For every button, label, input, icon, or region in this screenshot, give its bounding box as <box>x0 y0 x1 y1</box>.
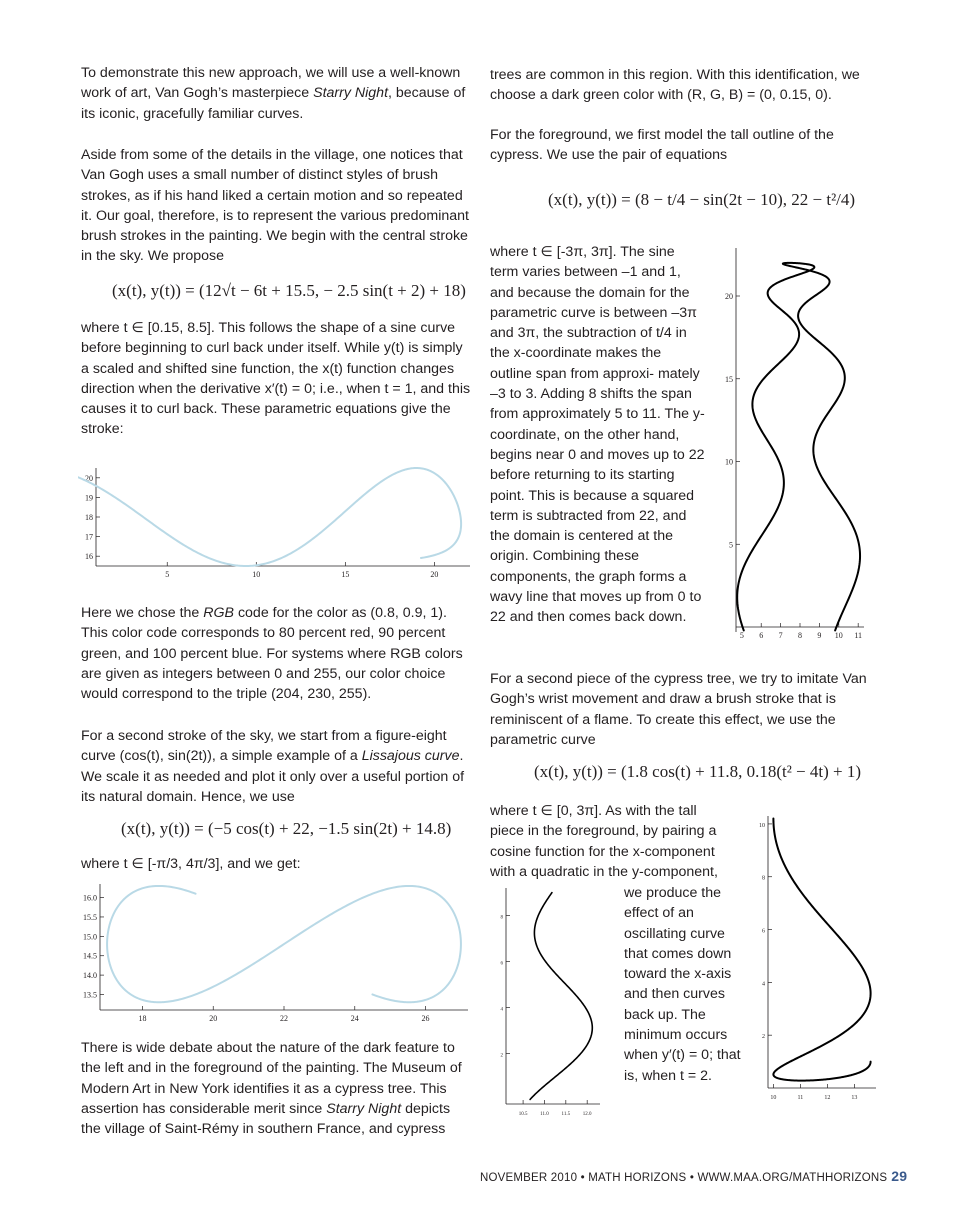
page-footer <box>480 1168 908 1184</box>
flame-rotated-curve <box>530 893 592 1100</box>
x-tick-label: 7 <box>778 631 783 641</box>
y-tick-label: 15.0 <box>83 932 97 942</box>
x-tick-label: 10 <box>770 1095 777 1101</box>
x-tick-label: 15 <box>341 570 350 579</box>
paragraph-foreground: For the foreground, we first model the tall outline of the cypress. We use the pair of equations <box>490 127 834 164</box>
x-tick-label: 11.5 <box>561 1112 571 1116</box>
paragraph-flame-domain: where t ∈ [0, 3π]. As with the tall piece in the foreground, by pairing a cosine function for the x-component with a quadratic in the y-component, <box>490 803 718 880</box>
x-tick-label: 11.0 <box>540 1112 549 1116</box>
x-tick-label: 24 <box>350 1014 359 1023</box>
y-tick-label: 10 <box>725 457 733 467</box>
x-tick-label: 20 <box>209 1014 218 1023</box>
y-tick-label: 18 <box>85 513 93 522</box>
y-tick-label: 20 <box>85 473 93 483</box>
footer-text: NOVEMBER 2010 • MATH HORIZONS • WWW.MAA.ORG/MATHHORIZONS <box>480 1172 888 1184</box>
x-tick-label: 8 <box>798 631 802 641</box>
chart-flame <box>750 812 880 1102</box>
y-tick-label: 6 <box>762 928 765 935</box>
x-tick-label: 11 <box>854 631 863 641</box>
equation-sky-stroke-2: (x(t), y(t)) = (−5 cos(t) + 22, −1.5 sin(2t) + 14.8) <box>121 819 452 838</box>
y-tick-label: 20 <box>725 292 733 301</box>
x-tick-label: 12 <box>824 1095 831 1101</box>
page-number: 29 <box>891 1168 908 1184</box>
y-tick-label: 15 <box>725 374 733 384</box>
x-tick-label: 6 <box>759 631 764 641</box>
equation-cypress-outline: (x(t), y(t)) = (8 − t/4 − sin(2t − 10), 22 − t²/4) <box>548 190 856 209</box>
paragraph-domain: where t ∈ [-π/3, 4π/3], and we get: <box>81 856 301 872</box>
chart-sky-stroke-1 <box>78 462 478 592</box>
y-tick-label: 8 <box>500 915 503 921</box>
paragraph-flame-minimum: we produce the effect of an oscillating curve that comes down toward the x-axis and then curves back up. The minimum occurs when y′(t) = 0; that is, when t = 2. <box>624 885 741 1084</box>
paragraph-flame: For a second piece of the cypress tree, we try to imitate Van Gogh’s wrist movement and draw a brush stroke that is reminiscent of a flame. To create this effect, we use the parametric curve <box>490 671 867 748</box>
y-tick-label: 15.5 <box>83 912 97 922</box>
y-tick-label: 4 <box>500 1007 503 1013</box>
sky-stroke-2-curve <box>107 886 461 1002</box>
paragraph-cypress-explanation: where t ∈ [-3π, 3π]. The sine term varies between –1 and 1, and because the domain for the parametric curve is between –3π and 3π, the subtraction of t/4 in the x-coordinate makes the outline span from approxi- mately –3 to 3. Adding 8 shifts the span from approximately 5 to 11. The y-coordinate, on the other hand, begins near 0 and moves up to 22 before returning to its starting point. This is because a squared term is subtracted from 22, and the domain is centered at the origin. Combining these components, the graph forms a wavy line that moves up from 0 to 22 and then comes back down. <box>490 244 705 626</box>
y-tick-label: 17 <box>85 532 93 542</box>
equation-sky-stroke-1: (x(t), y(t)) = (12√t − 6t + 15.5, − 2.5 sin(t + 2) + 18) <box>112 281 466 300</box>
chart-sky-stroke-2 <box>76 880 476 1025</box>
x-tick-label: 11 <box>797 1095 804 1101</box>
paragraph-brush-strokes: Aside from some of the details in the village, one notices that Van Gogh uses a small number of distinct styles of brush strokes, as if his hand liked a certain motion and so repeated it. Our goal, therefore, is to represent the various predominant brush strokes in the painting. We begin with the central stroke in the sky. We propose <box>81 147 469 265</box>
y-tick-label: 16 <box>85 552 93 562</box>
x-tick-label: 5 <box>739 631 744 641</box>
x-tick-label: 12.0 <box>582 1112 592 1116</box>
paragraph-intro: To demonstrate this new approach, we will use a well-known work of art, Van Gogh’s masterpiece Starry Night, because of its iconic, gracefully familiar curves. <box>81 65 466 122</box>
y-tick-label: 14.0 <box>83 971 97 981</box>
x-tick-label: 5 <box>165 570 170 579</box>
x-tick-label: 13 <box>851 1095 858 1101</box>
x-tick-label: 9 <box>817 631 822 641</box>
x-tick-label: 10.5 <box>518 1112 528 1116</box>
chart-cypress-outline <box>712 244 872 644</box>
y-tick-label: 6 <box>500 961 503 967</box>
y-tick-label: 14.5 <box>83 951 97 961</box>
paragraph-sine-curve: where t ∈ [0.15, 8.5]. This follows the shape of a sine curve before beginning to curl back under itself. While y(t) is simply a scaled and shifted sine function, the x(t) function changes direction when the derivative x′(t) = 0; i.e., when t = 1, and this causes it to curl back. These parametric equations give the stroke: <box>81 320 471 438</box>
equation-flame: (x(t), y(t)) = (1.8 cos(t) + 11.8, 0.18(t² − 4t) + 1) <box>534 762 862 781</box>
y-tick-label: 10 <box>759 822 765 829</box>
y-tick-label: 19 <box>85 493 93 503</box>
x-tick-label: 18 <box>138 1014 147 1023</box>
paragraph-rgb: Here we chose the RGB code for the color as (0.8, 0.9, 1). This color code corresponds to 80 percent red, 90 percent green, and 100 percent blue. For systems where RGB colors are given as integers between 0 and 255, our color choice would correspond to the triple (204, 230, 255). <box>81 605 463 703</box>
chart-flame-rotated <box>494 884 606 1116</box>
x-tick-label: 20 <box>430 570 439 579</box>
x-tick-label: 22 <box>280 1014 288 1023</box>
x-tick-label: 10 <box>834 631 843 641</box>
y-tick-label: 16.0 <box>83 893 97 903</box>
paragraph-lissajous: For a second stroke of the sky, we start from a figure-eight curve (cos(t), sin(2t)), a simple example of a Lissajous curve. We scale it as needed and plot it only over a useful portion of its natural domain. Hence, we use <box>81 728 465 805</box>
y-tick-label: 8 <box>762 875 765 882</box>
y-tick-label: 2 <box>500 1053 503 1059</box>
paragraph-cypress-debate: There is wide debate about the nature of the dark feature to the left and in the foreground of the painting. The Museum of Modern Art in New York identifies it as a cypress tree. This assertion has considerable merit since Starry Night depicts the village of Saint-Rémy in southern France, and cypress <box>81 1040 462 1138</box>
x-tick-label: 26 <box>421 1014 430 1023</box>
sky-stroke-1-curve <box>78 468 461 566</box>
x-tick-label: 10 <box>252 570 261 579</box>
flame-curve <box>773 819 870 1081</box>
y-tick-label: 4 <box>762 981 765 988</box>
paragraph-green-color: trees are common in this region. With this identification, we choose a dark green color with (R, G, B) = (0, 0.15, 0). <box>490 67 860 104</box>
cypress-outline-curve <box>737 263 860 631</box>
y-tick-label: 5 <box>729 540 733 550</box>
y-tick-label: 2 <box>762 1034 765 1041</box>
y-tick-label: 13.5 <box>83 990 97 1000</box>
